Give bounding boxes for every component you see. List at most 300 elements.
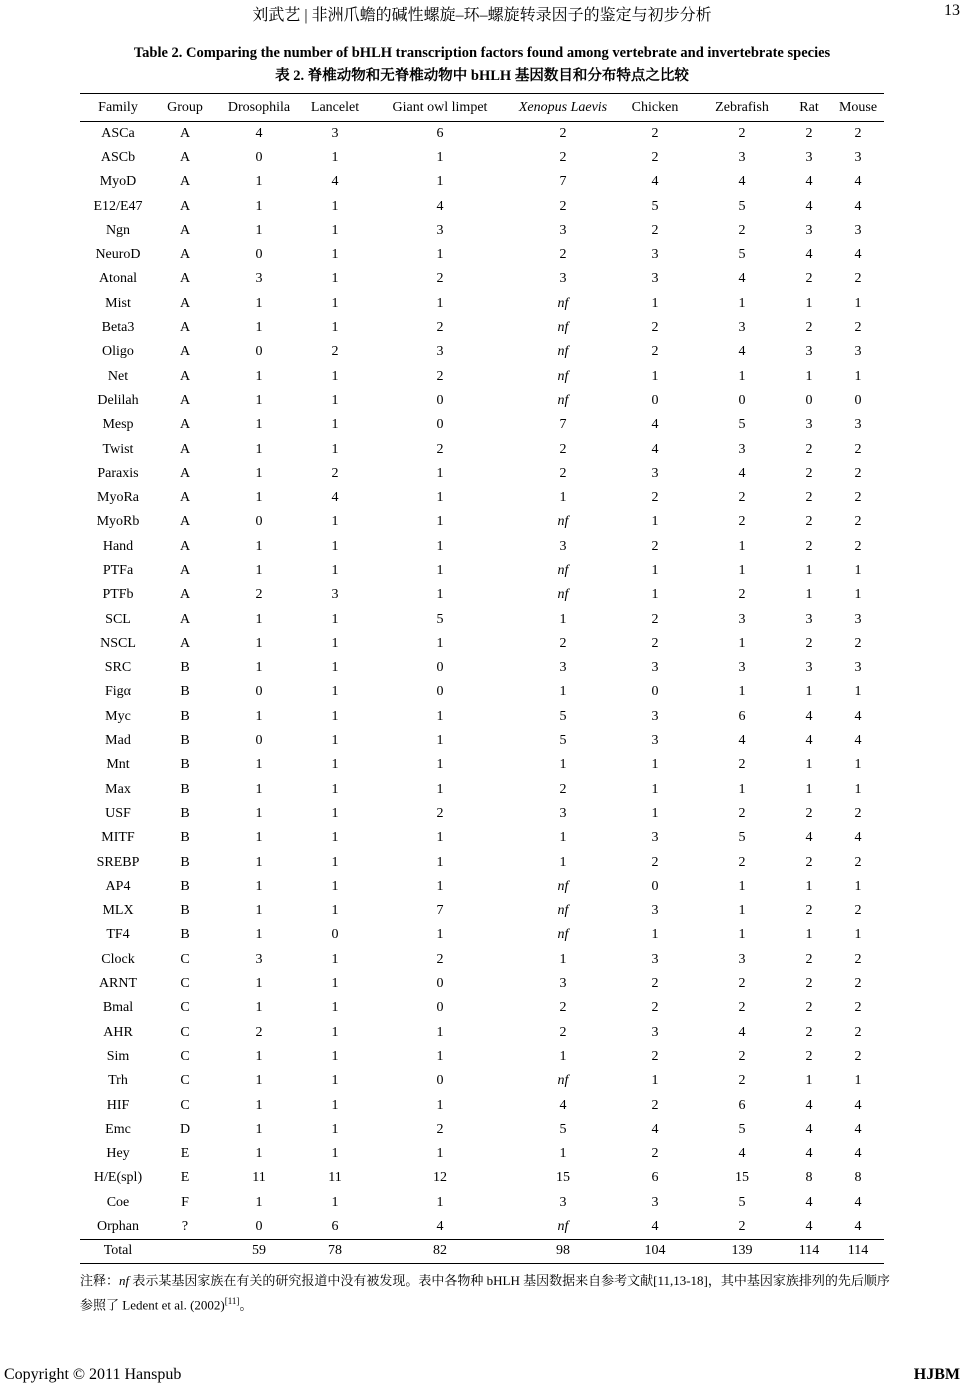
table-cell: 2: [559, 441, 567, 457]
table-cell: 2: [738, 1218, 746, 1234]
total-cell: 59: [214, 1239, 304, 1263]
table-cell: 3: [738, 320, 746, 336]
table-cell: 2: [854, 441, 862, 457]
table-cell: NeuroD: [95, 247, 141, 263]
table-cell: 4: [854, 1218, 862, 1234]
table-cell: 3: [651, 830, 659, 846]
table-cell: A: [179, 198, 191, 214]
table-cell: nf: [557, 927, 569, 943]
table-cell: Twist: [102, 441, 134, 457]
total-cell: 98: [514, 1239, 612, 1263]
table-cell: 5: [651, 198, 659, 214]
table-row: [80, 146, 884, 170]
table-cell: 2: [559, 125, 567, 141]
column-header: Mouse: [832, 94, 884, 122]
table-cell: 1: [331, 903, 339, 919]
table-cell: NSCL: [100, 635, 136, 651]
table-cell: 2: [738, 1073, 746, 1089]
table-cell: 4: [854, 247, 862, 263]
table-cell: 6: [331, 1218, 339, 1234]
table-cell: 1: [255, 465, 263, 481]
table-cell: 1: [331, 392, 339, 408]
table-cell: 3: [805, 344, 813, 360]
table-cell: nf: [557, 1218, 569, 1234]
table-cell: 4: [805, 198, 813, 214]
table-cell: MyoRb: [96, 514, 140, 530]
table-cell: 1: [331, 1146, 339, 1162]
table-cell: B: [180, 757, 190, 773]
table-cell: 1: [331, 951, 339, 967]
table-row: [80, 802, 884, 826]
table-cell: E12/E47: [93, 198, 143, 214]
table-cell: 2: [436, 271, 444, 287]
table-cell: 1: [559, 490, 567, 506]
table-cell: 2: [854, 320, 862, 336]
table-cell: 1: [331, 1024, 339, 1040]
table-cell: 1: [331, 198, 339, 214]
table-cell: 1: [255, 222, 263, 238]
table-cell: 2: [559, 1000, 567, 1016]
table-cell: 1: [255, 635, 263, 651]
table-cell: 5: [738, 1194, 746, 1210]
table-cell: 1: [436, 174, 444, 190]
table-cell: Figα: [104, 684, 131, 700]
table-cell: 2: [805, 976, 813, 992]
table-cell: 11: [328, 1170, 342, 1186]
table-cell: F: [181, 1194, 189, 1210]
table-cell: 1: [738, 684, 746, 700]
table-row: [80, 753, 884, 777]
table-cell: 4: [559, 1097, 567, 1113]
table-cell: 2: [651, 490, 659, 506]
table-cell: 1: [805, 927, 813, 943]
table-cell: 2: [805, 1024, 813, 1040]
table-cell: 1: [255, 805, 263, 821]
table-cell: 5: [559, 708, 567, 724]
table-cell: 1: [436, 562, 444, 578]
table-cell: 2: [436, 320, 444, 336]
table-row: [80, 535, 884, 559]
table-cell: 6: [651, 1170, 659, 1186]
table-cell: 2: [436, 368, 444, 384]
column-header: Drosophila: [214, 94, 304, 122]
table-row: [80, 413, 884, 437]
table-cell: 1: [805, 781, 813, 797]
table-cell: 0: [651, 878, 659, 894]
table-cell: 2: [651, 976, 659, 992]
table-cell: 0: [255, 344, 263, 360]
table-cell: 2: [805, 1000, 813, 1016]
table-cell: 2: [805, 903, 813, 919]
table-cell: 3: [854, 417, 862, 433]
table-cell: 1: [255, 611, 263, 627]
table-cell: 1: [436, 295, 444, 311]
table-cell: 1: [255, 757, 263, 773]
table-cell: SREBP: [96, 854, 140, 870]
table-cell: 12: [433, 1170, 447, 1186]
table-cell: 1: [854, 927, 862, 943]
table-cell: 4: [651, 1121, 659, 1137]
table-cell: 3: [805, 149, 813, 165]
table-cell: 1: [255, 708, 263, 724]
table-cell: 4: [651, 1218, 659, 1234]
table-cell: 1: [436, 465, 444, 481]
table-cell: 1: [331, 538, 339, 554]
table-cell: 4: [805, 1097, 813, 1113]
column-header: Family: [80, 94, 156, 122]
table-cell: 2: [331, 465, 339, 481]
table-cell: 4: [805, 1194, 813, 1210]
table-cell: Mad: [105, 733, 131, 749]
table-cell: 2: [651, 611, 659, 627]
table-cell: 2: [738, 1048, 746, 1064]
table-cell: 11: [252, 1170, 266, 1186]
table-cell: 2: [436, 805, 444, 821]
table-cell: 1: [651, 587, 659, 603]
table-cell: 1: [331, 684, 339, 700]
table-cell: PTFa: [102, 562, 134, 578]
table-row: [80, 1142, 884, 1166]
table-cell: nf: [557, 562, 569, 578]
table-cell: 4: [854, 174, 862, 190]
table-cell: B: [180, 854, 190, 870]
table-cell: 2: [255, 587, 263, 603]
table-cell: 4: [738, 733, 746, 749]
column-header: Zebrafish: [698, 94, 786, 122]
table-cell: 4: [805, 733, 813, 749]
table-cell: 1: [559, 830, 567, 846]
table-cell: Max: [105, 781, 131, 797]
table-cell: 0: [436, 1000, 444, 1016]
table-cell: MLX: [102, 903, 134, 919]
table-cell: 4: [854, 1146, 862, 1162]
table-cell: 2: [436, 441, 444, 457]
table-cell: 2: [854, 854, 862, 870]
table-cell: Net: [107, 368, 129, 384]
table-cell: 2: [738, 1000, 746, 1016]
table-cell: 3: [651, 708, 659, 724]
table-cell: 1: [805, 684, 813, 700]
table-row: [80, 1191, 884, 1215]
table-cell: 1: [738, 878, 746, 894]
table-cell: 4: [854, 708, 862, 724]
table-cell: Oligo: [102, 344, 134, 360]
table-cell: 3: [805, 611, 813, 627]
table-cell: 1: [559, 757, 567, 773]
table-cell: 2: [255, 1024, 263, 1040]
table-cell: 2: [805, 514, 813, 530]
table-cell: B: [180, 733, 190, 749]
table-cell: C: [180, 1000, 190, 1016]
table-cell: 1: [738, 903, 746, 919]
table-cell: 1: [559, 854, 567, 870]
table-row: [80, 243, 884, 267]
table-cell: 5: [738, 830, 746, 846]
table-cell: 3: [651, 903, 659, 919]
table-cell: 2: [651, 538, 659, 554]
table-cell: 1: [255, 1097, 263, 1113]
table-cell: 1: [255, 1048, 263, 1064]
table-cell: nf: [557, 368, 569, 384]
table-cell: 1: [331, 708, 339, 724]
table-cell: 2: [738, 587, 746, 603]
table-cell: 3: [651, 271, 659, 287]
table-row: [80, 219, 884, 243]
table-cell: A: [179, 222, 191, 238]
table-cell: 2: [854, 514, 862, 530]
table-cell: 1: [331, 1097, 339, 1113]
table-cell: 1: [559, 611, 567, 627]
table-cell: 7: [559, 417, 567, 433]
table-cell: 3: [854, 344, 862, 360]
table-cell: 3: [559, 805, 567, 821]
table-cell: 1: [738, 562, 746, 578]
table-cell: 5: [738, 247, 746, 263]
table-cell: 1: [436, 1097, 444, 1113]
table-cell: 2: [805, 441, 813, 457]
table-row: [80, 705, 884, 729]
table-row: [80, 899, 884, 923]
table-cell: A: [179, 611, 191, 627]
table-cell: 1: [331, 149, 339, 165]
table-cell: B: [180, 660, 190, 676]
table-cell: 2: [559, 635, 567, 651]
table-cell: 1: [738, 538, 746, 554]
table-cell: H/E(spl): [93, 1170, 143, 1186]
table-cell: C: [180, 1097, 190, 1113]
table-header: [80, 94, 884, 122]
table-cell: A: [179, 320, 191, 336]
table-cell: 1: [331, 1073, 339, 1089]
table-cell: 1: [738, 368, 746, 384]
table-cell: 1: [255, 198, 263, 214]
table-cell: Bmal: [102, 1000, 134, 1016]
table-cell: 1: [738, 635, 746, 651]
column-header: Lancelet: [304, 94, 366, 122]
total-cell: [156, 1239, 214, 1263]
table-row: [80, 559, 884, 583]
table-cell: 1: [805, 295, 813, 311]
table-cell: 1: [436, 247, 444, 263]
table-cell: 2: [436, 1121, 444, 1137]
table-cell: USF: [105, 805, 131, 821]
table-cell: MyoD: [99, 174, 137, 190]
table-cell: B: [180, 830, 190, 846]
table-cell: 1: [255, 830, 263, 846]
column-header: Chicken: [612, 94, 698, 122]
table-cell: A: [179, 465, 191, 481]
table-row: [80, 267, 884, 291]
table-cell: 4: [805, 1121, 813, 1137]
table-cell: 1: [805, 587, 813, 603]
table-row: [80, 510, 884, 534]
table-cell: 1: [331, 247, 339, 263]
table-cell: 1: [331, 320, 339, 336]
table-row: [80, 583, 884, 607]
table-cell: 7: [559, 174, 567, 190]
table-cell: A: [179, 247, 191, 263]
table-cell: Sim: [106, 1048, 130, 1064]
table-cell: 1: [331, 1194, 339, 1210]
table-row: [80, 1045, 884, 1069]
table-cell: A: [179, 149, 191, 165]
footer-journal: HJBM: [913, 1366, 960, 1383]
table-cell: 4: [331, 490, 339, 506]
table-cell: 2: [651, 125, 659, 141]
table-cell: 0: [436, 660, 444, 676]
table-cell: 1: [255, 854, 263, 870]
table-cell: 2: [559, 149, 567, 165]
table-cell: 4: [854, 830, 862, 846]
table-cell: HIF: [106, 1097, 130, 1113]
table-cell: A: [179, 368, 191, 384]
table-cell: 1: [436, 927, 444, 943]
table-row: [80, 632, 884, 656]
table-cell: 3: [651, 1194, 659, 1210]
table-cell: 1: [651, 562, 659, 578]
table-cell: E: [180, 1146, 190, 1162]
table-cell: Mnt: [106, 757, 130, 773]
table-cell: B: [180, 684, 190, 700]
table-cell: 0: [255, 514, 263, 530]
table-cell: B: [180, 805, 190, 821]
table-cell: Paraxis: [97, 465, 139, 481]
table-cell: 1: [805, 562, 813, 578]
table-cell: 2: [559, 1024, 567, 1040]
table-cell: A: [179, 125, 191, 141]
table-cell: 1: [559, 1048, 567, 1064]
table-cell: 4: [651, 174, 659, 190]
table-cell: Beta3: [101, 320, 135, 336]
table-cell: 4: [738, 344, 746, 360]
table-cell: C: [180, 1073, 190, 1089]
table-cell: 3: [805, 660, 813, 676]
table-cell: 0: [255, 149, 263, 165]
table-cell: 0: [331, 927, 339, 943]
table-cell: 3: [805, 222, 813, 238]
table-cell: MITF: [101, 830, 135, 846]
table-cell: TF4: [106, 927, 130, 943]
table-cell: 4: [436, 1218, 444, 1234]
table-cell: 1: [436, 490, 444, 506]
table-cell: 2: [738, 490, 746, 506]
table-cell: 3: [854, 149, 862, 165]
table-cell: 2: [805, 271, 813, 287]
table-cell: Trh: [108, 1073, 128, 1089]
total-cell: Total: [80, 1239, 156, 1263]
table-cell: 8: [805, 1170, 813, 1186]
table-cell: AHR: [103, 1024, 133, 1040]
table-cell: 2: [436, 951, 444, 967]
table-cell: AP4: [105, 878, 131, 894]
table-cell: 2: [738, 854, 746, 870]
table-cell: 4: [331, 174, 339, 190]
table-cell: 1: [436, 733, 444, 749]
column-header: Rat: [786, 94, 832, 122]
table-cell: nf: [557, 344, 569, 360]
table-cell: nf: [557, 878, 569, 894]
table-cell: SCL: [105, 611, 131, 627]
table-cell: 1: [436, 514, 444, 530]
table-row: [80, 680, 884, 704]
table-cell: 4: [738, 271, 746, 287]
table-cell: 3: [436, 344, 444, 360]
table-cell: 0: [436, 976, 444, 992]
note-nf: nf: [119, 1273, 130, 1288]
table-cell: Myc: [105, 708, 131, 724]
table-cell: 1: [331, 660, 339, 676]
table-cell: 1: [436, 635, 444, 651]
table-cell: 3: [651, 660, 659, 676]
table-cell: 2: [738, 976, 746, 992]
table-cell: 1: [255, 903, 263, 919]
table-row: [80, 729, 884, 753]
table-cell: A: [179, 295, 191, 311]
table-cell: 1: [255, 490, 263, 506]
table-cell: Orphan: [97, 1218, 139, 1234]
table-cell: 1: [738, 927, 746, 943]
table-cell: 0: [436, 417, 444, 433]
table-cell: 1: [651, 368, 659, 384]
table-cell: 2: [559, 247, 567, 263]
table-cell: 1: [331, 417, 339, 433]
table-cell: 3: [559, 271, 567, 287]
table-cell: 3: [854, 660, 862, 676]
table-cell: 2: [651, 1048, 659, 1064]
table-cell: 2: [854, 538, 862, 554]
table-cell: 1: [854, 562, 862, 578]
table-cell: 0: [651, 392, 659, 408]
table-cell: 4: [738, 1024, 746, 1040]
table-cell: 2: [805, 465, 813, 481]
table-cell: 2: [559, 198, 567, 214]
table-cell: B: [180, 878, 190, 894]
table-cell: 4: [805, 1146, 813, 1162]
table-note: [80, 1270, 890, 1315]
table-row: [80, 923, 884, 947]
table-cell: 4: [255, 125, 263, 141]
total-cell: 139: [698, 1239, 786, 1263]
table-cell: A: [179, 562, 191, 578]
table-cell: 0: [255, 684, 263, 700]
table-cell: 1: [436, 1146, 444, 1162]
table-cell: B: [180, 781, 190, 797]
table-cell: 2: [805, 1048, 813, 1064]
table-cell: 3: [738, 951, 746, 967]
table-row: [80, 364, 884, 388]
table-cell: 1: [651, 781, 659, 797]
column-header: Xenopus Laevis: [514, 94, 612, 122]
table-cell: 3: [331, 125, 339, 141]
table-cell: 1: [651, 805, 659, 821]
table-cell: 1: [255, 417, 263, 433]
table-row: [80, 996, 884, 1020]
total-cell: 114: [786, 1239, 832, 1263]
table-cell: 1: [255, 1146, 263, 1162]
table-cell: 8: [854, 1170, 862, 1186]
table-cell: 6: [738, 708, 746, 724]
table-cell: 1: [805, 757, 813, 773]
table-cell: Emc: [105, 1121, 131, 1137]
table-cell: 4: [854, 1121, 862, 1137]
table-cell: ASCb: [100, 149, 136, 165]
table-body: [80, 122, 884, 1264]
table-cell: 1: [331, 976, 339, 992]
table-cell: 15: [735, 1170, 749, 1186]
table-cell: 3: [854, 611, 862, 627]
table-cell: 1: [436, 781, 444, 797]
table-cell: 2: [651, 1097, 659, 1113]
